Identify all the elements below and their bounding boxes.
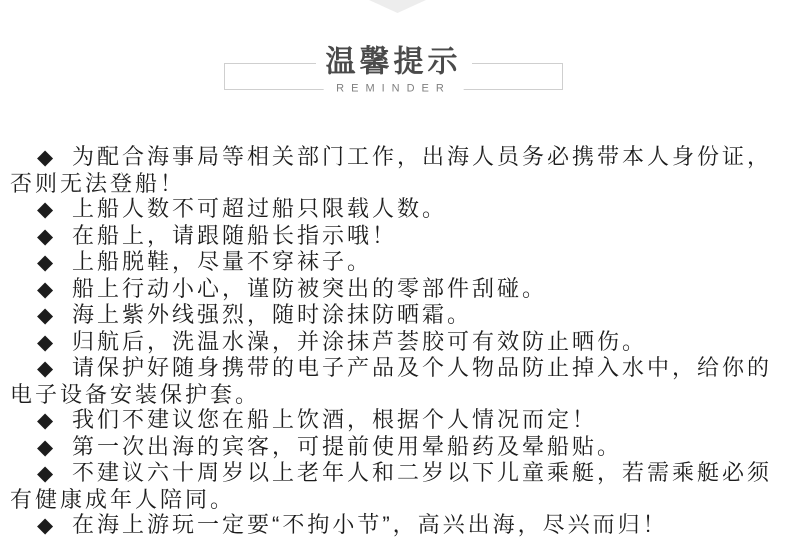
item-text-line: 请保护好随身携带的电子产品及个人物品防止掉入水中，给你的	[72, 355, 773, 380]
item-text-line: 有健康成年人陪同。	[10, 486, 236, 512]
list-item	[10, 249, 785, 276]
list-item	[10, 144, 785, 196]
item-text-line: 电子设备安装保护套。	[10, 381, 261, 407]
list-item	[10, 196, 785, 223]
page-title: 温馨提示	[316, 47, 472, 79]
list-item	[10, 355, 785, 407]
item-text-line: 不建议六十周岁以上老年人和二岁以下儿童乘艇，若需乘艇必须	[72, 460, 773, 485]
diamond-bullet-icon: ◆	[37, 462, 54, 485]
diamond-bullet-icon: ◆	[37, 330, 54, 354]
list-item	[10, 512, 785, 539]
list-item	[10, 302, 785, 329]
diamond-bullet-icon: ◆	[37, 357, 54, 380]
item-text-line: 上船脱鞋，尽量不穿袜子。	[72, 249, 373, 274]
diamond-bullet-icon: ◆	[37, 251, 54, 274]
list-item	[10, 407, 785, 434]
reminder-header	[224, 45, 563, 95]
list-item	[10, 434, 785, 461]
item-text-line: 第一次出海的宾客，可提前使用晕船药及晕船贴。	[72, 433, 623, 459]
item-text-line: 船上行动小心，谨防被突出的零部件刮碰。	[72, 275, 548, 301]
diamond-bullet-icon: ◆	[37, 146, 54, 169]
diamond-bullet-icon: ◆	[37, 409, 54, 432]
list-item	[10, 329, 785, 356]
item-text-line: 在船上，请跟随船长指示哦！	[72, 222, 398, 248]
diamond-bullet-icon: ◆	[37, 435, 54, 459]
item-text-line: 上船人数不可超过船只限载人数。	[72, 196, 448, 221]
down-triangle-decoration-icon	[369, 0, 426, 13]
notice-list	[10, 144, 785, 539]
diamond-bullet-icon: ◆	[37, 514, 54, 537]
list-item	[10, 276, 785, 303]
diamond-bullet-icon: ◆	[37, 277, 54, 301]
item-text-line: 否则无法登船！	[10, 170, 186, 196]
item-text-line: 在海上游玩一定要“不拘小节”，高兴出海，尽兴而归！	[72, 512, 668, 537]
diamond-bullet-icon: ◆	[37, 304, 54, 327]
diamond-bullet-icon: ◆	[37, 198, 54, 221]
item-text-line: 我们不建议您在船上饮酒，根据个人情况而定！	[72, 407, 598, 432]
item-text-line: 为配合海事局等相关部门工作，出海人员务必携带本人身份证，	[72, 144, 773, 169]
item-text-line: 海上紫外线强烈，随时涂抹防晒霜。	[72, 302, 473, 327]
list-item	[10, 223, 785, 250]
diamond-bullet-icon: ◆	[37, 224, 54, 248]
list-item	[10, 460, 785, 512]
item-text-line: 归航后，洗温水澡，并涂抹芦荟胶可有效防止晒伤。	[72, 328, 648, 354]
page-subtitle: REMINDER	[323, 84, 464, 95]
